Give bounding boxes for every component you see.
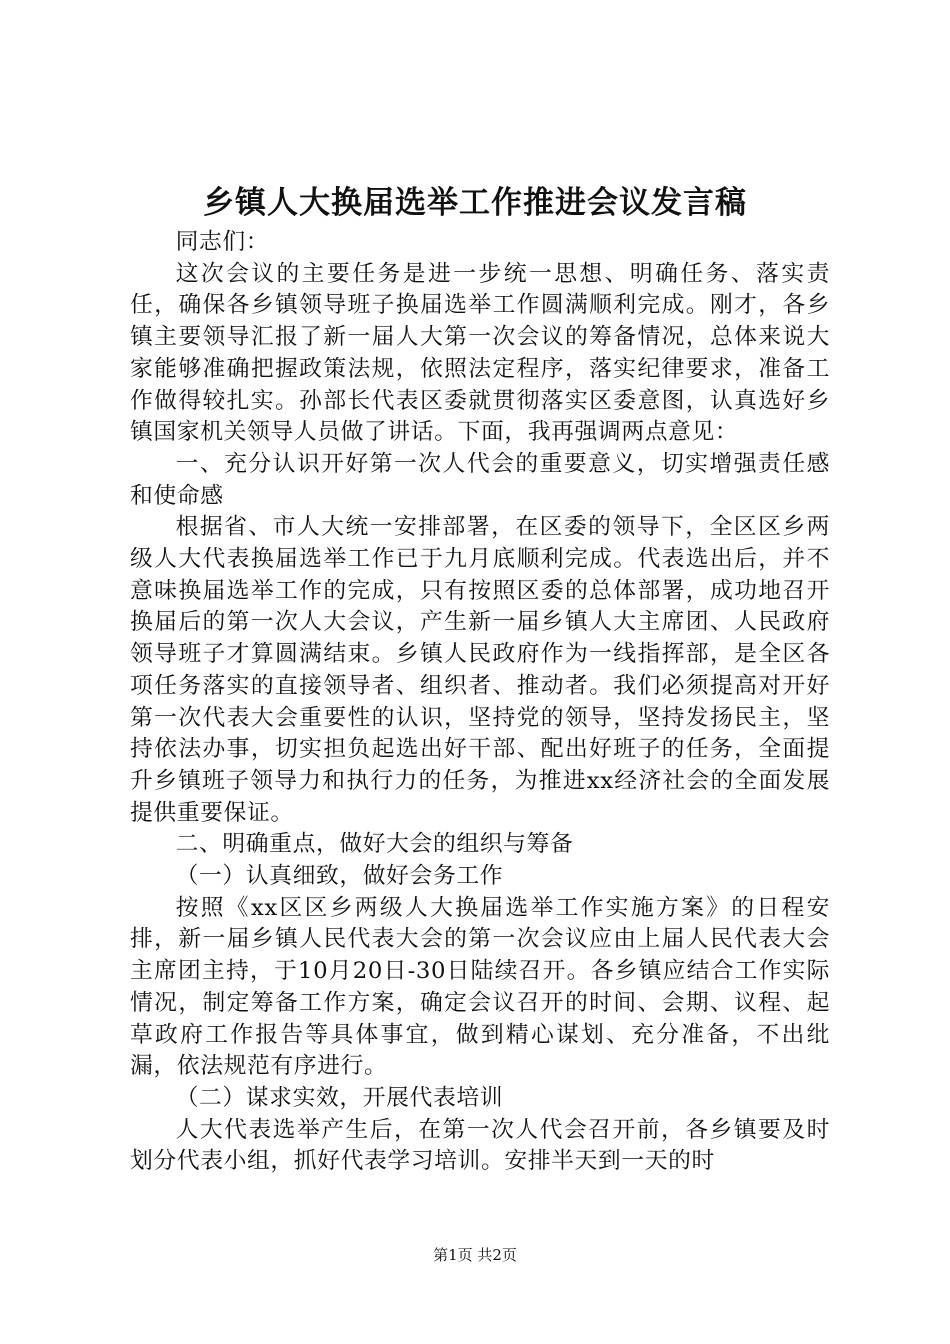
body-paragraph: 按照《xx区区乡两级人大换届选举工作实施方案》的日程安排，新一届乡镇人民代表大会的第一次会议应由上届人民代表大会主席团主持，于10月20日-30日陆续召开。各乡镇应结合工作实际情况，制定筹备工作方案，确定会议召开的时间、会期、议程、起草政府工作报告等具体事宜，做到精心谋划、充分准备，不出纰漏，依法规范有序进行。	[130, 894, 830, 1080]
subsection-heading: （二）谋求实效，开展代表培训	[175, 1084, 504, 1111]
body-paragraph: 根据省、市人大统一安排部署，在区委的领导下，全区区乡两级人大代表换届选举工作已于九月底顺利完成。代表选出后，并不意味换届选举工作的完成，只有按照区委的总体部署，成功地召开换届后的第一次人大会议，产生新一届乡镇人大主席团、人民政府领导班子才算圆满结束。乡镇人民政府作为一线指挥部，是全区各项任务落实的直接领导者、组织者、推动者。我们必须提高对开好第一次代表大会重要性的认识，坚持党的领导，坚持发扬民主，坚持依法办事，切实担负起选出好干部、配出好班子的任务，全面提升乡镇班子领导力和执行力的任务，为推进xx经济社会的全面发展提供重要保证。	[130, 514, 830, 826]
page-number-footer: 第1页 共2页	[433, 1246, 517, 1264]
body-paragraph: 这次会议的主要任务是进一步统一思想、明确任务、落实责任，确保各乡镇领导班子换届选举工作圆满顺利完成。刚才，各乡镇主要领导汇报了新一届人大第一次会议的筹备情况，总体来说大家能够准确把握政策法规，依照法定程序，落实纪律要求，准备工作做得较扎实。孙部长代表区委就贯彻落实区委意图，认真选好乡镇国家机关领导人员做了讲话。下面，我再强调两点意见：	[130, 260, 830, 446]
section-heading: 一、充分认识开好第一次人代会的重要意义，切实增强责任感和使命感	[130, 450, 830, 509]
subsection-heading: （一）认真细致，做好会务工作	[175, 863, 504, 890]
section-heading: 二、明确重点，做好大会的组织与筹备	[175, 831, 574, 858]
body-paragraph: 人大代表选举产生后，在第一次人代会召开前，各乡镇要及时划分代表小组，抓好代表学习培训。安排半天到一天的时	[130, 1116, 830, 1175]
document-title: 乡镇人大换届选举工作推进会议发言稿	[203, 185, 747, 221]
salutation: 同志们：	[175, 229, 270, 255]
document-body	[130, 227, 830, 1178]
